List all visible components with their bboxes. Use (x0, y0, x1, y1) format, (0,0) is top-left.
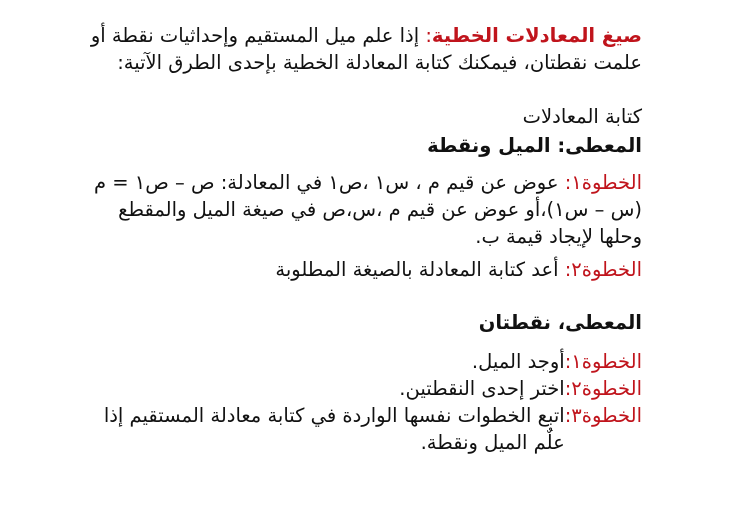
spacer (70, 76, 642, 103)
list-item (70, 402, 642, 456)
step-text: اتبع الخطوات نفسها الواردة في كتابة معادلة المستقيم إذا علٌم الميل ونقطة. (103, 404, 565, 454)
slope-point-step-2 (70, 256, 642, 283)
spacer (70, 283, 642, 307)
step-text: اختر إحدى النقطتين. (399, 377, 565, 400)
step-text: أعد كتابة المعادلة بالصيغة المطلوبة (275, 258, 565, 281)
two-points-steps (70, 348, 642, 456)
step-label: الخطوة٣: (564, 404, 642, 427)
step-text: أوجد الميل. (471, 350, 565, 373)
list-item (70, 375, 642, 402)
step-label: الخطوة٢: (564, 258, 642, 281)
slope-point-step-1 (70, 169, 642, 250)
list-item (70, 348, 642, 375)
section-title: كتابة المعادلات (522, 105, 642, 128)
intro-colon: : (425, 24, 432, 47)
intro-text: إذا علم ميل المستقيم وإحداثيات نقطة أو علمت نقطتان، فيمكنك كتابة المعادلة الخطية بإحدى الطرق الآتية: (90, 24, 642, 74)
heading-slope-point: المعطى: الميل ونقطة (427, 134, 642, 157)
step-label: الخطوة٢: (564, 377, 642, 400)
step-label: الخطوة١: (564, 350, 642, 373)
intro-term: صيغ المعادلات الخطية (431, 24, 642, 47)
heading-two-points: المعطى، نقطتان (478, 311, 642, 334)
step-label: الخطوة١: (564, 171, 642, 194)
step-text: عوض عن قيم م ، س١ ،ص١ في المعادلة: ص – ص١ = م (س – س١)،أو عوض عن قيم م ،س،ص في صيغة الميل والمقطع وحلها لإيجاد قيمة ب. (93, 171, 642, 248)
intro-paragraph (70, 22, 642, 76)
